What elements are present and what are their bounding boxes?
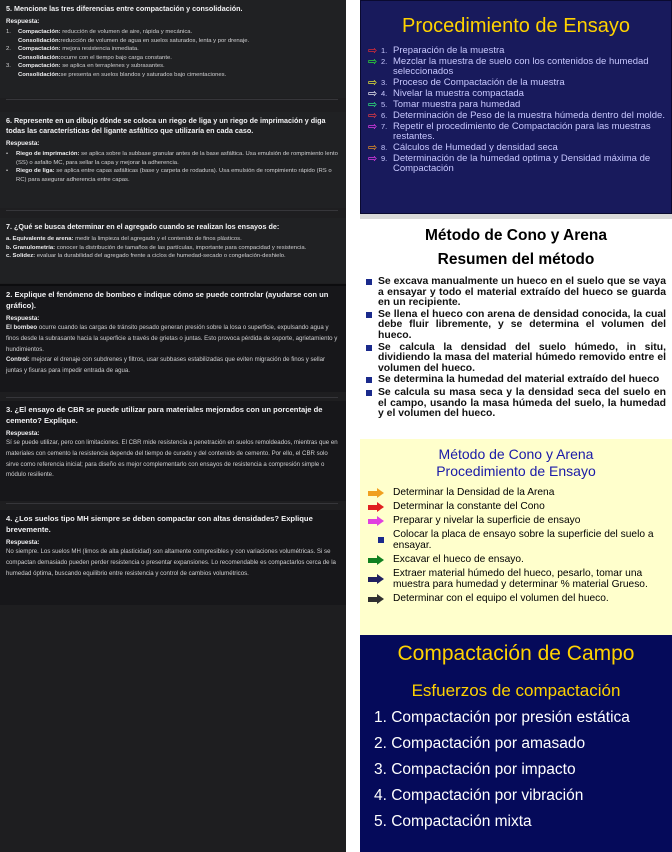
list-item — [366, 310, 666, 342]
list-item — [368, 78, 671, 88]
bullet-square-icon — [366, 343, 378, 375]
list-item — [368, 501, 668, 512]
question-title: 7. ¿Qué se busca determinar en el agregado cuando se realizan los ensayos de: — [6, 222, 280, 231]
slide-procedimiento-ensayo — [360, 0, 672, 214]
item-text: Proceso de Compactación de la muestra — [393, 77, 565, 88]
square-shape — [366, 312, 372, 318]
arrow-icon — [368, 515, 393, 526]
procedure-list — [368, 487, 668, 604]
square-shape — [366, 345, 372, 351]
bullet-square-icon — [366, 277, 378, 309]
list-item: 2. Compactación: mejora resistencia inmediata. — [6, 46, 139, 53]
item-number: 3. — [381, 78, 388, 87]
square-shape — [366, 377, 372, 383]
question-7-card — [0, 218, 346, 283]
list-item: 1. Compactación: reducción de volumen de aire, rápida y mecánica. — [6, 29, 193, 35]
square-shape — [366, 279, 372, 285]
answer-label: Respuesta: — [6, 430, 40, 437]
list-item: a. Equivalente de arena: medir la limpieza del agregado y el contenido de finos plásticos. — [6, 236, 242, 242]
item-text: Determinar la constante del Cono — [393, 501, 545, 512]
item-text: Preparar y nivelar la superficie de ensayo — [393, 515, 581, 526]
question-6-card — [0, 112, 346, 208]
question-title: 6. Represente en un dibujo dónde se coloca un riego de liga y un riego de imprimación y diga todas las características del ligante asfáltico que utilizaría en cada caso. — [6, 116, 326, 135]
item-text: Tomar muestra para humedad — [393, 99, 521, 110]
list-item — [368, 515, 668, 526]
marker-shape — [368, 489, 384, 497]
bullet-square-icon — [366, 375, 378, 387]
list-item: 3. Compactación: se aplica en terraplenes y subrasantes. — [6, 63, 165, 70]
marker-shape — [378, 537, 384, 543]
arrow-icon: ⇨ — [368, 110, 378, 122]
item-text: Determinación de la humedad optima y Densidad máxima de Compactación — [393, 153, 651, 174]
item-text: Cálculos de Humedad y densidad seca — [393, 142, 558, 153]
list-subitem: Consolidación: se presenta en suelos blandos y saturados bajo cimentaciones. — [18, 71, 227, 78]
item-text: Preparación de la muestra — [393, 45, 505, 56]
arrow-icon: ⇨ — [368, 153, 378, 165]
list-item: 4. Compactación por vibración — [374, 787, 584, 804]
item-text: Determinación de Peso de la muestra húmeda dentro del molde. — [393, 110, 665, 121]
divider — [6, 210, 338, 211]
square-shape — [366, 390, 372, 396]
item-text: Se excava manualmente un hueco en el suelo que se vaya a ensayar y todo el material extraído del hueco se guarda en un recipiente. — [378, 276, 666, 309]
arrow-icon: ⇨ — [368, 99, 378, 111]
answer-paragraph: Control: mejorar el drenaje con subdrenes y filtros, usar subbases estabilizadas que eviten migración de finos y sellar juntas y fisuras para impedir entrada de agua. — [6, 356, 326, 375]
list-subitem: Consolidación: ocurre con el tiempo bajo carga constante. — [18, 54, 172, 61]
marker-shape — [368, 517, 384, 525]
item-number: 9. — [381, 154, 388, 163]
bullet-square-icon — [368, 529, 393, 551]
item-text: Se determina la humedad del material extraído del hueco — [378, 374, 660, 386]
question-title: 3. ¿El ensayo de CBR se puede utilizar para materiales mejorados con un porcentaje de cemento? Explique. — [6, 405, 323, 425]
list-item — [368, 568, 668, 590]
list-item — [368, 100, 671, 110]
list-item: 3. Compactación por impacto — [374, 761, 576, 778]
list-item — [368, 111, 671, 121]
item-text: Repetir el procedimiento de Compactación para las muestras restantes. — [393, 121, 651, 142]
divider — [6, 397, 338, 398]
item-number: 6. — [381, 111, 388, 120]
bullet-square-icon — [366, 310, 378, 342]
answer-paragraph: El bombeo ocurre cuando las cargas de tránsito pesado generan presión sobre la losa o superficie, expulsando agua y finos desde la subrasante hacia la superficie a través de grietas o juntas. Esto provoca pérdida de soporte, agrietamiento y hundimientos. — [6, 324, 338, 353]
arrow-icon: ⇨ — [368, 45, 378, 57]
answer-list — [6, 235, 339, 261]
summary-list — [366, 277, 666, 420]
list-item: 1. Compactación por presión estática — [374, 709, 630, 726]
list-item: b. Granulometría: conocer la distribución de tamaños de las partículas, importante para compacidad y resistencia. — [6, 244, 307, 251]
list-item — [368, 554, 668, 565]
slide-title: Compactación de Campo — [397, 642, 635, 665]
slide-subtitle: Resumen del método — [437, 251, 595, 268]
slide-subtitle: Esfuerzos de compactación — [411, 681, 621, 700]
marker-shape — [368, 575, 384, 583]
slide-cono-arena-procedimiento — [360, 439, 672, 635]
list-item: • Riego de liga: se aplica entre capas asfálticas (base y carpeta de rodadura). Usa emulsión de rompimiento rápido (RS o RC) para asegurar adherencia entre capas. — [6, 168, 332, 183]
list-item — [368, 487, 668, 498]
arrow-icon: ⇨ — [368, 56, 378, 68]
effort-list — [374, 709, 672, 831]
arrow-icon — [368, 554, 393, 565]
arrow-icon: ⇨ — [368, 142, 378, 154]
marker-shape — [368, 503, 384, 511]
arrow-icon — [368, 568, 393, 590]
arrow-icon: ⇨ — [368, 77, 378, 89]
procedure-list — [368, 46, 671, 174]
marker-shape — [368, 595, 384, 603]
answer-list — [6, 28, 339, 80]
question-2-card — [0, 284, 346, 392]
item-number: 8. — [381, 143, 388, 152]
item-number: 7. — [381, 122, 388, 131]
item-text: Colocar la placa de ensayo sobre la superficie del suelo a ensayar. — [393, 529, 654, 551]
item-text: Se calcula la densidad del suelo húmedo, in situ, dividiendo la masa del material húmedo removido entre el volumen del hueco. — [378, 341, 666, 374]
slide-cono-arena-resumen — [360, 214, 672, 439]
item-text: Determinar la Densidad de la Arena — [393, 487, 555, 498]
list-item — [368, 154, 671, 174]
question-3-card — [0, 401, 346, 501]
slide-title: Método de Cono y Arena — [438, 446, 594, 462]
item-number: 1. — [381, 46, 388, 55]
item-text: Se calcula su masa seca y la densidad seca del suelo en el campo, usando la masa húmeda del suelo, la humedad y el volumen del hueco. — [378, 386, 666, 420]
list-item: • Riego de imprimación: se aplica sobre la subbase granular antes de la base asfáltica. Usa emulsión de rompimiento lento (SS) o asfalto MC, para sellar la capa y mejorar la adherencia. — [6, 151, 338, 166]
slide-title-line-2: Procedimiento de Ensayo — [436, 463, 596, 479]
answer-label: Respuesta: — [6, 315, 40, 322]
arrow-icon: ⇨ — [368, 121, 378, 133]
question-4-card — [0, 510, 346, 605]
item-text: Se llena el hueco con arena de densidad conocida, la cual debe fluir libremente, y se determina el volumen del hueco. — [378, 308, 666, 341]
question-title: 5. Mencione las tres diferencias entre compactación y consolidación. — [6, 4, 243, 13]
list-item — [368, 122, 671, 142]
item-text: Determinar con el equipo el volumen del hueco. — [393, 593, 609, 604]
divider — [6, 99, 338, 100]
item-number: 5. — [381, 100, 388, 109]
item-text: Extraer material húmedo del hueco, pesarlo, tomar una muestra para humedad y determinar % material Grueso. — [393, 568, 648, 590]
list-item — [366, 375, 666, 387]
list-item — [366, 343, 666, 375]
arrow-icon — [368, 487, 393, 498]
list-item: 5. Compactación mixta — [374, 813, 532, 830]
list-item — [368, 529, 668, 551]
list-item — [366, 277, 666, 309]
list-item — [368, 593, 668, 604]
item-text: Nivelar la muestra compactada — [393, 88, 524, 99]
question-5-card — [0, 0, 346, 98]
slide-compactacion-campo — [360, 635, 672, 852]
item-number: 4. — [381, 89, 388, 98]
list-item: 2. Compactación por amasado — [374, 735, 586, 752]
list-item — [368, 89, 671, 99]
arrow-icon — [368, 501, 393, 512]
arrow-icon — [368, 593, 393, 604]
answer-label: Respuesta: — [6, 18, 40, 25]
bullet-square-icon — [366, 388, 378, 420]
answer-paragraph: Sí se puede utilizar, pero con limitaciones. El CBR mide resistencia a penetración en suelos remoldeados, mientras que en materiales con cemento la resistencia depende del tiempo de curado y del contenido de cemento. Por ello, el CBR solo sirve como referencia inicial; para diseño es mejor complementarlo con ensayos de resistencia a compresión simple o módulo resiliente. — [6, 439, 338, 479]
slide-title: Procedimiento de Ensayo — [402, 15, 630, 37]
list-item — [368, 46, 671, 56]
item-number: 2. — [381, 57, 388, 66]
divider — [6, 503, 338, 504]
question-title: 4. ¿Los suelos tipo MH siempre se deben compactar con altas densidades? Explique brevemente. — [6, 514, 313, 534]
slide-title: Método de Cono y Arena — [425, 227, 607, 244]
item-text: Excavar el hueco de ensayo. — [393, 554, 524, 565]
answer-list — [6, 150, 339, 184]
answer-label: Respuesta: — [6, 140, 40, 147]
marker-shape — [368, 556, 384, 564]
answer-paragraph: No siempre. Los suelos MH (limos de alta plasticidad) son altamente compresibles y con variaciones volumétricas. Si se compactan demasiado pueden perder resistencia o presentar expansiones. Lo recomendable es compactarlos cerca de la humedad óptima, buscando equilibrio entre resistencia y control de cambios volumétricos. — [6, 548, 336, 577]
item-text: Mezclar la muestra de suelo con los contenidos de humedad seleccionados — [393, 56, 649, 77]
question-title: 2. Explique el fenómeno de bombeo e indique cómo se puede controlar (ayudarse con un gráfico). — [6, 290, 329, 310]
list-item: c. Solidez: evaluar la durabilidad del agregado frente a ciclos de humedad-secado o congelación-deshielo. — [6, 253, 286, 260]
answer-label: Respuesta: — [6, 539, 40, 546]
arrow-icon: ⇨ — [368, 88, 378, 100]
list-item — [368, 143, 671, 153]
list-item — [366, 388, 666, 420]
list-subitem: Consolidación: reducción de volumen de agua en suelos saturados, lenta y por drenaje. — [18, 37, 250, 44]
list-item — [368, 57, 671, 77]
